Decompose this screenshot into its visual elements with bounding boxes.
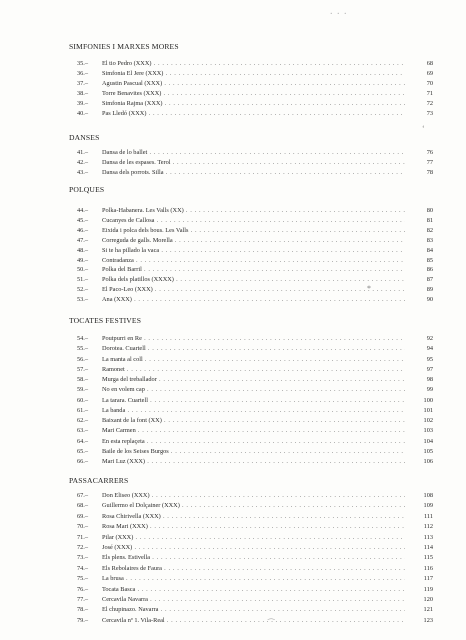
entry-number: 72.– <box>77 544 89 551</box>
scan-smudge: . . . <box>330 6 348 17</box>
section-heading: POLQUES <box>69 185 105 194</box>
entry-page-number: 90 <box>426 296 433 304</box>
toc-entry <box>77 109 433 118</box>
entry-title: Baile de los Seises Burgos . . . <box>102 447 405 456</box>
entry-number: 40.– <box>77 109 89 117</box>
entry-page-number: 81 <box>426 216 433 224</box>
entry-title: Mari Luz (XXX) . . . <box>102 457 405 466</box>
entry-number: 71.– <box>77 533 89 541</box>
entry-page-number: 68 <box>426 60 433 67</box>
entry-number: 36.– <box>77 69 89 77</box>
pencil-mark: ⁀ <box>268 619 275 628</box>
entry-title: La manta al coll . . . <box>102 355 405 364</box>
toc-entry <box>77 491 433 500</box>
entry-title: Pas Lledó (XXX) . . . <box>102 109 405 118</box>
toc-entry <box>77 564 433 573</box>
entry-title: En esta replaçeta . . . <box>102 437 405 446</box>
entry-title: José (XXX) . . . <box>102 543 405 552</box>
entry-page-number: 95 <box>426 355 433 363</box>
entry-page-number: 117 <box>423 575 433 583</box>
entry-number: 67.– <box>77 492 89 499</box>
entry-title: Dansa de les espases. Terol . . . <box>102 158 405 167</box>
toc-entry <box>77 574 433 583</box>
section-heading: PASSACARRERS <box>69 476 129 485</box>
entry-page-number: 123 <box>423 616 433 624</box>
entry-title: Poutpurri en Re . . . <box>102 334 405 343</box>
entry-title: Agustin Pascual (XXX) . . . <box>102 79 405 88</box>
entry-number: 68.– <box>77 502 89 510</box>
entry-page-number: 120 <box>423 596 433 603</box>
entry-number: 62.– <box>77 417 89 424</box>
entry-number: 45.– <box>77 216 89 224</box>
toc-entry <box>77 605 433 614</box>
toc-entry <box>77 406 433 415</box>
toc-entry <box>77 355 433 364</box>
entry-title: Polka dels platillos (XXXX) . . . <box>102 275 405 284</box>
entry-title: Mari Carmen . . . <box>102 426 405 435</box>
toc-entry <box>77 334 433 343</box>
entry-page-number: 115 <box>423 554 433 562</box>
entry-number: 66.– <box>77 458 89 465</box>
entry-title: El chupinazo. Navarra . . . <box>102 605 405 614</box>
entry-page-number: 102 <box>423 417 433 424</box>
toc-entry <box>77 158 433 167</box>
toc-entry <box>77 59 433 68</box>
toc-entry <box>77 501 433 510</box>
section-heading: DANSES <box>69 133 100 142</box>
entry-page-number: 73 <box>426 109 433 117</box>
entry-page-number: 83 <box>426 236 433 244</box>
entry-title: Ramonet . . . <box>102 365 405 374</box>
toc-entry <box>77 416 433 425</box>
entry-page-number: 99 <box>426 386 433 394</box>
entry-number: 60.– <box>77 396 89 404</box>
entry-page-number: 89 <box>426 286 433 294</box>
entry-title: Murga del treballador . . . <box>102 375 405 384</box>
entry-number: 64.– <box>77 437 89 445</box>
toc-entry <box>77 512 433 521</box>
entry-title: Dorotea. Cuartell . . . <box>102 344 405 353</box>
entry-title: Rosa Mari (XXX) . . . <box>102 522 405 531</box>
entry-number: 39.– <box>77 99 89 107</box>
entry-title: El tio Pedro (XXX) . . . <box>102 59 405 68</box>
entry-number: 35.– <box>77 60 89 67</box>
toc-entry <box>77 89 433 98</box>
entry-page-number: 94 <box>426 345 433 353</box>
entry-page-number: 82 <box>426 226 433 234</box>
entry-title: Si te ha pillado la vaca . . . <box>102 246 405 255</box>
toc-entry <box>77 295 433 304</box>
toc-entry <box>77 437 433 446</box>
entry-page-number: 103 <box>423 427 433 435</box>
entry-title: Pilar (XXX) . . . <box>102 533 405 542</box>
entry-number: 74.– <box>77 564 89 572</box>
entry-title: Guillermo el Dolçainer (XXX) . . . <box>102 501 405 510</box>
section-heading: TOCATES FESTIVES <box>69 316 142 325</box>
toc-entry <box>77 375 433 384</box>
toc-entry <box>77 246 433 255</box>
entry-title: Don Eliseo (XXX) . . . <box>102 491 405 500</box>
entry-page-number: 86 <box>426 266 433 274</box>
entry-title: La banda . . . <box>102 406 405 415</box>
entry-title: Cercavila nº 1. Vila-Real . . . <box>102 616 405 625</box>
entry-title: Dansa dels porrots. Silla . . . <box>102 168 405 177</box>
entry-page-number: 97 <box>426 365 433 373</box>
toc-entry <box>77 216 433 225</box>
entry-page-number: 80 <box>426 207 433 214</box>
toc-entry <box>77 265 433 274</box>
entry-title: Simfonia Rajma (XXX) . . . <box>102 99 405 108</box>
entry-number: 55.– <box>77 345 89 353</box>
toc-entry <box>77 226 433 235</box>
entry-page-number: 70 <box>426 79 433 87</box>
entry-title: Torre Benavites (XXX) . . . <box>102 89 405 98</box>
toc-entry <box>77 344 433 353</box>
entry-number: 61.– <box>77 406 89 414</box>
entry-number: 77.– <box>77 596 89 603</box>
entry-number: 65.– <box>77 447 89 455</box>
entry-number: 58.– <box>77 376 89 383</box>
entry-title: Cercavila Navarra . . . <box>102 595 405 604</box>
entry-title: Rosa Chirivella (XXX) . . . <box>102 512 405 521</box>
entry-page-number: 76 <box>426 149 433 156</box>
entry-number: 47.– <box>77 236 89 244</box>
toc-entry <box>77 533 433 542</box>
entry-page-number: 84 <box>426 246 433 254</box>
entry-number: 63.– <box>77 427 89 435</box>
entry-page-number: 113 <box>423 533 433 541</box>
entry-page-number: 87 <box>426 276 433 284</box>
toc-entry <box>77 206 433 215</box>
entry-number: 73.– <box>77 554 89 562</box>
entry-title: El Paco-Leo (XXX) . . . <box>102 285 405 294</box>
toc-entry <box>77 585 433 594</box>
entry-title: Polka del Barril . . . <box>102 265 405 274</box>
entry-page-number: 114 <box>423 544 433 551</box>
entry-number: 51.– <box>77 276 89 284</box>
entry-title: Polka-Habanera. Les Valls (XX) . . . <box>102 206 405 215</box>
entry-page-number: 116 <box>423 564 433 572</box>
entry-number: 69.– <box>77 512 89 520</box>
toc-entry <box>77 285 433 294</box>
entry-page-number: 92 <box>426 335 433 342</box>
toc-entry <box>77 447 433 456</box>
entry-number: 56.– <box>77 355 89 363</box>
entry-number: 52.– <box>77 286 89 294</box>
entry-title: Els plens. Estivella . . . <box>102 553 405 562</box>
entry-number: 79.– <box>77 616 89 624</box>
entry-page-number: 121 <box>423 606 433 614</box>
entry-page-number: 111 <box>424 512 433 520</box>
toc-entry <box>77 236 433 245</box>
toc-entry <box>77 426 433 435</box>
toc-entry <box>77 148 433 157</box>
toc-entry <box>77 522 433 531</box>
entry-title: Baixant de la font (XX) . . . <box>102 416 405 425</box>
entry-number: 48.– <box>77 246 89 254</box>
entry-number: 50.– <box>77 266 89 274</box>
entry-title: Tocata Basca . . . <box>102 585 405 594</box>
entry-page-number: 98 <box>426 376 433 383</box>
toc-entry <box>77 457 433 466</box>
entry-page-number: 71 <box>426 89 433 97</box>
entry-page-number: 100 <box>423 396 433 404</box>
entry-title: Els Rebolaires de Faura . . . <box>102 564 405 573</box>
entry-number: 70.– <box>77 523 89 531</box>
entry-page-number: 119 <box>423 585 433 593</box>
entry-page-number: 101 <box>423 406 433 414</box>
entry-title: La brusa . . . <box>102 574 405 583</box>
toc-entry <box>77 396 433 405</box>
toc-entry <box>77 616 433 625</box>
entry-title: La tarara. Cuartell . . . <box>102 396 405 405</box>
entry-title: No en volem cap . . . <box>102 385 405 394</box>
entry-title: Simfonia El Jere (XXX) . . . <box>102 69 405 78</box>
toc-entry <box>77 99 433 108</box>
entry-number: 44.– <box>77 207 89 214</box>
entry-title: Correguda de galls. Morella . . . <box>102 236 405 245</box>
toc-entry <box>77 595 433 604</box>
entry-number: 53.– <box>77 296 89 304</box>
entry-number: 54.– <box>77 335 89 342</box>
entry-title: Ana (XXX) . . . <box>102 295 405 304</box>
entry-title: Eixida i polca dels bous. Les Valls . . . <box>102 226 405 235</box>
entry-number: 37.– <box>77 79 89 87</box>
toc-entry <box>77 385 433 394</box>
entry-page-number: 106 <box>423 458 433 465</box>
entry-page-number: 72 <box>426 99 433 107</box>
entry-page-number: 105 <box>423 447 433 455</box>
entry-number: 38.– <box>77 89 89 97</box>
toc-entry <box>77 553 433 562</box>
entry-title: Dansa de lo ballet . . . <box>102 148 405 157</box>
entry-page-number: 109 <box>423 502 433 510</box>
entry-page-number: 69 <box>426 69 433 77</box>
entry-number: 57.– <box>77 365 89 373</box>
entry-number: 43.– <box>77 168 89 176</box>
toc-entry <box>77 168 433 177</box>
entry-number: 46.– <box>77 226 89 234</box>
entry-title: Contradanza . . . <box>102 256 405 265</box>
toc-entry <box>77 69 433 78</box>
toc-entry <box>77 543 433 552</box>
entry-page-number: 104 <box>423 437 433 445</box>
toc-entry <box>77 365 433 374</box>
entry-number: 59.– <box>77 386 89 394</box>
section-heading: SIMFONIES I MARXES MORES <box>69 42 179 51</box>
entry-title: Cucanyes de Callosa . . . <box>102 216 405 225</box>
pencil-mark: * <box>367 284 371 293</box>
entry-page-number: 85 <box>426 256 433 264</box>
toc-entry <box>77 79 433 88</box>
entry-page-number: 78 <box>426 168 433 176</box>
entry-number: 42.– <box>77 158 89 166</box>
entry-page-number: 108 <box>423 492 433 499</box>
entry-number: 49.– <box>77 256 89 264</box>
entry-number: 78.– <box>77 606 89 614</box>
entry-number: 75.– <box>77 575 89 583</box>
entry-page-number: 112 <box>423 523 433 531</box>
entry-number: 76.– <box>77 585 89 593</box>
entry-page-number: 77 <box>426 158 433 166</box>
entry-number: 41.– <box>77 149 89 156</box>
toc-entry <box>77 275 433 284</box>
pencil-mark: ‘ <box>422 124 425 133</box>
toc-entry <box>77 256 433 265</box>
